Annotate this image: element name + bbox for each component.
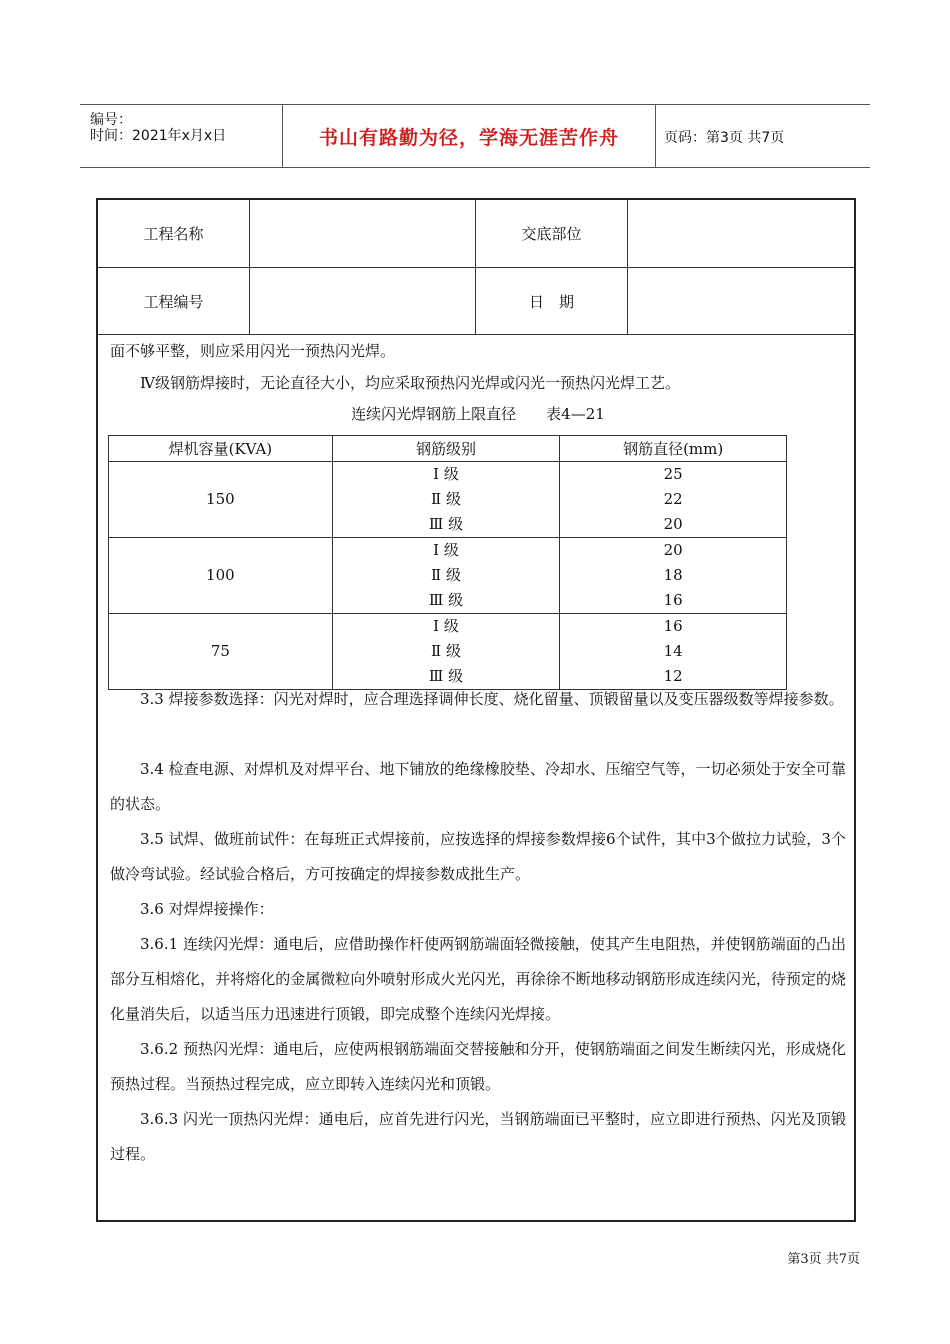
paragraph — [110, 1032, 846, 1102]
doc-code-label: 编号： — [90, 112, 132, 128]
project-name-label: 工程名称 — [98, 200, 250, 268]
diameter-value: 12 — [663, 667, 683, 685]
diameter-value: 25 — [663, 465, 683, 483]
column-header: 焊机容量(KVA) — [109, 436, 333, 462]
grade-cell — [332, 538, 560, 614]
paragraph — [110, 927, 846, 1032]
grade-value: Ⅰ 级 — [433, 541, 459, 559]
table-caption: 连续闪光焊钢筋上限直径 表4—21 — [351, 405, 605, 423]
paragraph — [110, 752, 846, 822]
column-header: 钢筋级别 — [332, 436, 560, 462]
table-row — [109, 538, 787, 614]
diameter-cell — [560, 538, 787, 614]
motto-text: 书山有路勤为径，学海无涯苦作舟 — [318, 127, 619, 149]
paragraph-text: 3.6.1 连续闪光焊：通电后，应借助操作杆使两钢筋端面轻微接触，使其产生电阻热，并使钢筋端面的凸出部分互相熔化，并将熔化的金属微粒向外喷射形成火光闪光，再徐徐不断地移动钢筋形成连续闪光，待预定的烧化量消失后，以适当压力迅速进行顶锻，即完成整个连续闪光焊接。 — [110, 935, 846, 1023]
capacity-cell: 150 — [109, 462, 333, 538]
capacity-cell: 75 — [109, 614, 333, 690]
grade-value: Ⅲ 级 — [428, 591, 464, 609]
grade-value: Ⅱ 级 — [431, 642, 461, 660]
diameter-value: 16 — [663, 617, 683, 635]
grade-value: Ⅲ 级 — [428, 667, 464, 685]
diameter-cell — [560, 614, 787, 690]
paragraph — [110, 822, 846, 892]
date-value — [628, 268, 854, 334]
paragraph: 面不够平整，则应采用闪光一预热闪光焊。 — [110, 342, 396, 360]
handover-part-value — [628, 200, 854, 268]
paragraph-text: 3.6.2 预热闪光焊：通电后，应使两根钢筋端面交替接触和分开，使钢筋端面之间发生断续闪光，形成烧化预热过程。当预热过程完成，应立即转入连续闪光和顶锻。 — [110, 1040, 846, 1093]
diameter-value: 20 — [663, 515, 683, 533]
grade-value: Ⅱ 级 — [431, 490, 461, 508]
paragraph-text: 3.6.3 闪光一顶热闪光焊：通电后，应首先进行闪光，当钢筋端面已平整时，应立即进行预热、闪光及顶锻过程。 — [110, 1110, 846, 1163]
handover-part-label: 交底部位 — [476, 200, 628, 268]
paragraph-text: 3.3 焊接参数选择：闪光对焊时，应合理选择调伸长度、烧化留量、顶锻留量以及变压器级数等焊接参数。 — [140, 690, 844, 708]
diameter-value: 18 — [663, 566, 683, 584]
paragraph — [110, 892, 846, 927]
paragraph-text: 3.6 对焊焊接操作： — [140, 900, 274, 918]
project-no-label: 工程编号 — [98, 268, 250, 334]
grade-cell — [332, 462, 560, 538]
paragraph — [110, 1102, 846, 1172]
paragraph-text: 3.5 试焊、做班前试件：在每班正式焊接前，应按选择的焊接参数焊接6个试件，其中3个做拉力试验，3个做冷弯试验。经试验合格后，方可按确定的焊接参数成批生产。 — [110, 830, 846, 883]
paragraph — [110, 366, 846, 401]
header-meta-cell — [80, 105, 283, 167]
project-no-value — [250, 268, 476, 334]
grade-value: Ⅲ 级 — [428, 515, 464, 533]
grade-value: Ⅰ 级 — [433, 617, 459, 635]
paragraph-text: Ⅳ级钢筋焊接时，无论直径大小，均应采取预热闪光焊或闪光一预热闪光焊工艺。 — [140, 374, 680, 392]
diameter-cell — [560, 462, 787, 538]
weld-diameter-table — [108, 435, 787, 690]
column-header: 钢筋直径(mm) — [560, 436, 787, 462]
project-info-table — [98, 200, 854, 335]
table-header-row — [109, 436, 787, 462]
diameter-value: 20 — [663, 541, 683, 559]
grade-cell — [332, 614, 560, 690]
paragraph-text: 3.4 检查电源、对焊机及对焊平台、地下铺放的绝缘橡胶垫、冷却水、压缩空气等，一切必须处于安全可靠的状态。 — [110, 760, 846, 813]
header-page-cell — [656, 105, 870, 167]
diameter-value: 14 — [663, 642, 683, 660]
capacity-cell: 100 — [109, 538, 333, 614]
doc-time-label: 时间：2021年x月x日 — [90, 128, 227, 144]
diameter-value: 16 — [663, 591, 683, 609]
grade-value: Ⅱ 级 — [431, 566, 461, 584]
grade-value: Ⅰ 级 — [433, 465, 459, 483]
header-page-info: 页码：第3页 共7页 — [664, 130, 785, 146]
header-motto-cell — [283, 105, 656, 167]
table-row — [109, 614, 787, 690]
table-row — [109, 462, 787, 538]
date-label: 日 期 — [476, 268, 628, 334]
page-footer: 第3页 共7页 — [787, 1252, 860, 1267]
page-header — [80, 104, 870, 168]
project-name-value — [250, 200, 476, 268]
document-frame — [96, 198, 856, 1222]
diameter-value: 22 — [663, 490, 683, 508]
